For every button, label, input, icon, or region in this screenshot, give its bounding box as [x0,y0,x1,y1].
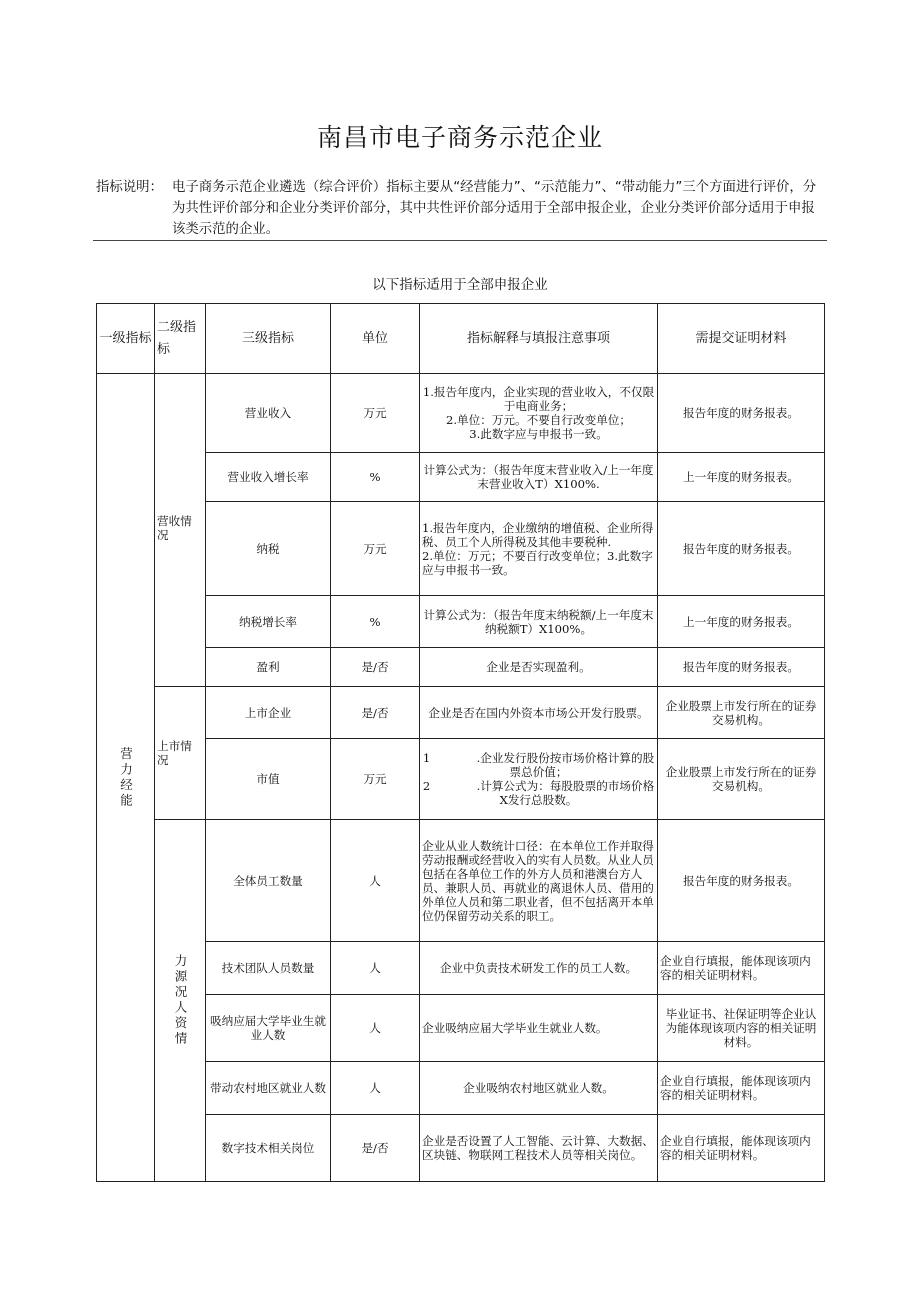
indicator-table [96,303,825,1182]
explain-cell: 企业吸纳农村地区就业人数。 [420,1062,658,1115]
explain-cell: 1.报告年度内，企业实现的营业收入，不仅限于电商业务； 2.单位：万元。不要自行改变单位； 3.此数字应与申报书一致。 [420,374,658,453]
header-row [97,304,825,374]
level2-cell: 上市情况 [155,687,206,820]
indicator-cell: 全体员工数量 [206,820,331,942]
level1-cell [97,374,155,1182]
proof-cell: 企业自行填报，能体现该项内容的相关证明材料。 [658,942,825,995]
indicator-cell: 市值 [206,739,331,820]
table-row [97,687,825,739]
table-row [97,739,825,820]
table-row [97,502,825,596]
level2-cell [155,820,206,1182]
indicator-cell: 营业收入 [206,374,331,453]
level2-cell: 营收情况 [155,374,206,687]
header-unit: 单位 [331,304,420,374]
proof-cell: 上一年度的财务报表。 [658,453,825,502]
table-row [97,995,825,1062]
header-explain: 指标解释与填报注意事项 [420,304,658,374]
unit-cell: 是/否 [331,1115,420,1182]
indicator-cell: 营业收入增长率 [206,453,331,502]
proof-cell: 毕业证书、社保证明等企业认为能体现该项内容的相关证明材料。 [658,995,825,1062]
level1-label: 营力经能 [118,746,134,809]
table-row [97,942,825,995]
explain-cell: 1.报告年度内，企业缴纳的增值税、企业所得税、员工个人所得税及其他丰要税种. 2.单位：万元；不要百行改变单位；3.此数字应与申报书一致。 [420,502,658,596]
unit-cell: 人 [331,942,420,995]
table-row [97,1115,825,1182]
explain-cell: 企业吸纳应届大学毕业生就业人数。 [420,995,658,1062]
proof-cell: 企业自行填报，能体现该项内容的相关证明材料。 [658,1115,825,1182]
explain-cell: 企业从业人数统计口径：在本单位工作并取得劳动报酬或经营收入的实有人员数。从业人员包括在各单位工作的外方人员和港澳台方人员、兼职人员、再就业的离退休人员、借用的外单位人员和第二职业者，但不包括离开本单位仍保留劳动关系的职工。 [420,820,658,942]
level2-label: 力源况人资情 [173,954,188,1047]
document-title: 南昌市电子商务示范企业 [316,123,603,152]
indicator-cell: 纳税 [206,502,331,596]
header-level2: 二级指标 [155,304,206,374]
proof-cell: 报告年度的财务报表。 [658,648,825,687]
indicator-cell: 带动农村地区就业人数 [206,1062,331,1115]
indicator-cell: 盈利 [206,648,331,687]
header-level1: 一级指标 [97,304,155,374]
proof-cell: 报告年度的财务报表。 [658,820,825,942]
unit-cell: 万元 [331,502,420,596]
unit-cell: 人 [331,995,420,1062]
table-subtitle: 以下指标适用于全部申报企业 [372,277,548,293]
proof-cell: 上一年度的财务报表。 [658,596,825,648]
header-level3: 三级指标 [206,304,331,374]
explain-cell: 计算公式为：（报告年度末纳税额/上一年度末纳税额T）X100%。 [420,596,658,648]
table-row [97,820,825,942]
explain-cell: 企业中负责技术研发工作的员工人数。 [420,942,658,995]
indicator-cell: 上市企业 [206,687,331,739]
unit-cell: 人 [331,1062,420,1115]
divider [93,240,827,241]
proof-cell: 报告年度的财务报表。 [658,502,825,596]
indicator-cell: 技术团队人员数量 [206,942,331,995]
explain-cell: 计算公式为：（报告年度末营业收入/上一年度末营业收入T）X100%. [420,453,658,502]
indicator-cell: 数字技术相关岗位 [206,1115,331,1182]
table-row [97,1062,825,1115]
explain-cell: 企业是否设置了人工智能、云计算、大数据、区块链、物联网工程技术人员等相关岗位。 [420,1115,658,1182]
explain-cell: 企业是否实现盈利。 [420,648,658,687]
unit-cell: 万元 [331,374,420,453]
table-row [97,648,825,687]
unit-cell: 是/否 [331,648,420,687]
header-proof: 需提交证明材料 [658,304,825,374]
note-label: 指标说明： [96,180,163,195]
table-row [97,374,825,453]
indicator-cell: 纳税增长率 [206,596,331,648]
unit-cell: 人 [331,820,420,942]
unit-cell: % [331,596,420,648]
table-row [97,596,825,648]
proof-cell: 企业自行填报，能体现该项内容的相关证明材料。 [658,1062,825,1115]
indicator-cell: 吸纳应届大学毕业生就业人数 [206,995,331,1062]
unit-cell: 是/否 [331,687,420,739]
proof-cell: 企业股票上市发行所在的证券交易机构。 [658,687,825,739]
indicator-note [96,177,828,240]
unit-cell: % [331,453,420,502]
note-text: 电子商务示范企业遴选（综合评价）指标主要从“经营能力”、“示范能力”、“带动能力”三个方面进行评价，分为共性评价部分和企业分类评价部分，其中共性评价部分适用于全部申报企业，企业分类评价部分适用于申报该类示范的企业。 [172,180,817,237]
table-row [97,453,825,502]
unit-cell: 万元 [331,739,420,820]
proof-cell: 报告年度的财务报表。 [658,374,825,453]
explain-cell: 1 .企业发行股份按市场价格计算的股票总价值； 2 .计算公式为：每股股票的市场价格X发行总股数。 [420,739,658,820]
explain-cell: 企业是否在国内外资本市场公开发行股票。 [420,687,658,739]
proof-cell: 企业股票上市发行所在的证券交易机构。 [658,739,825,820]
